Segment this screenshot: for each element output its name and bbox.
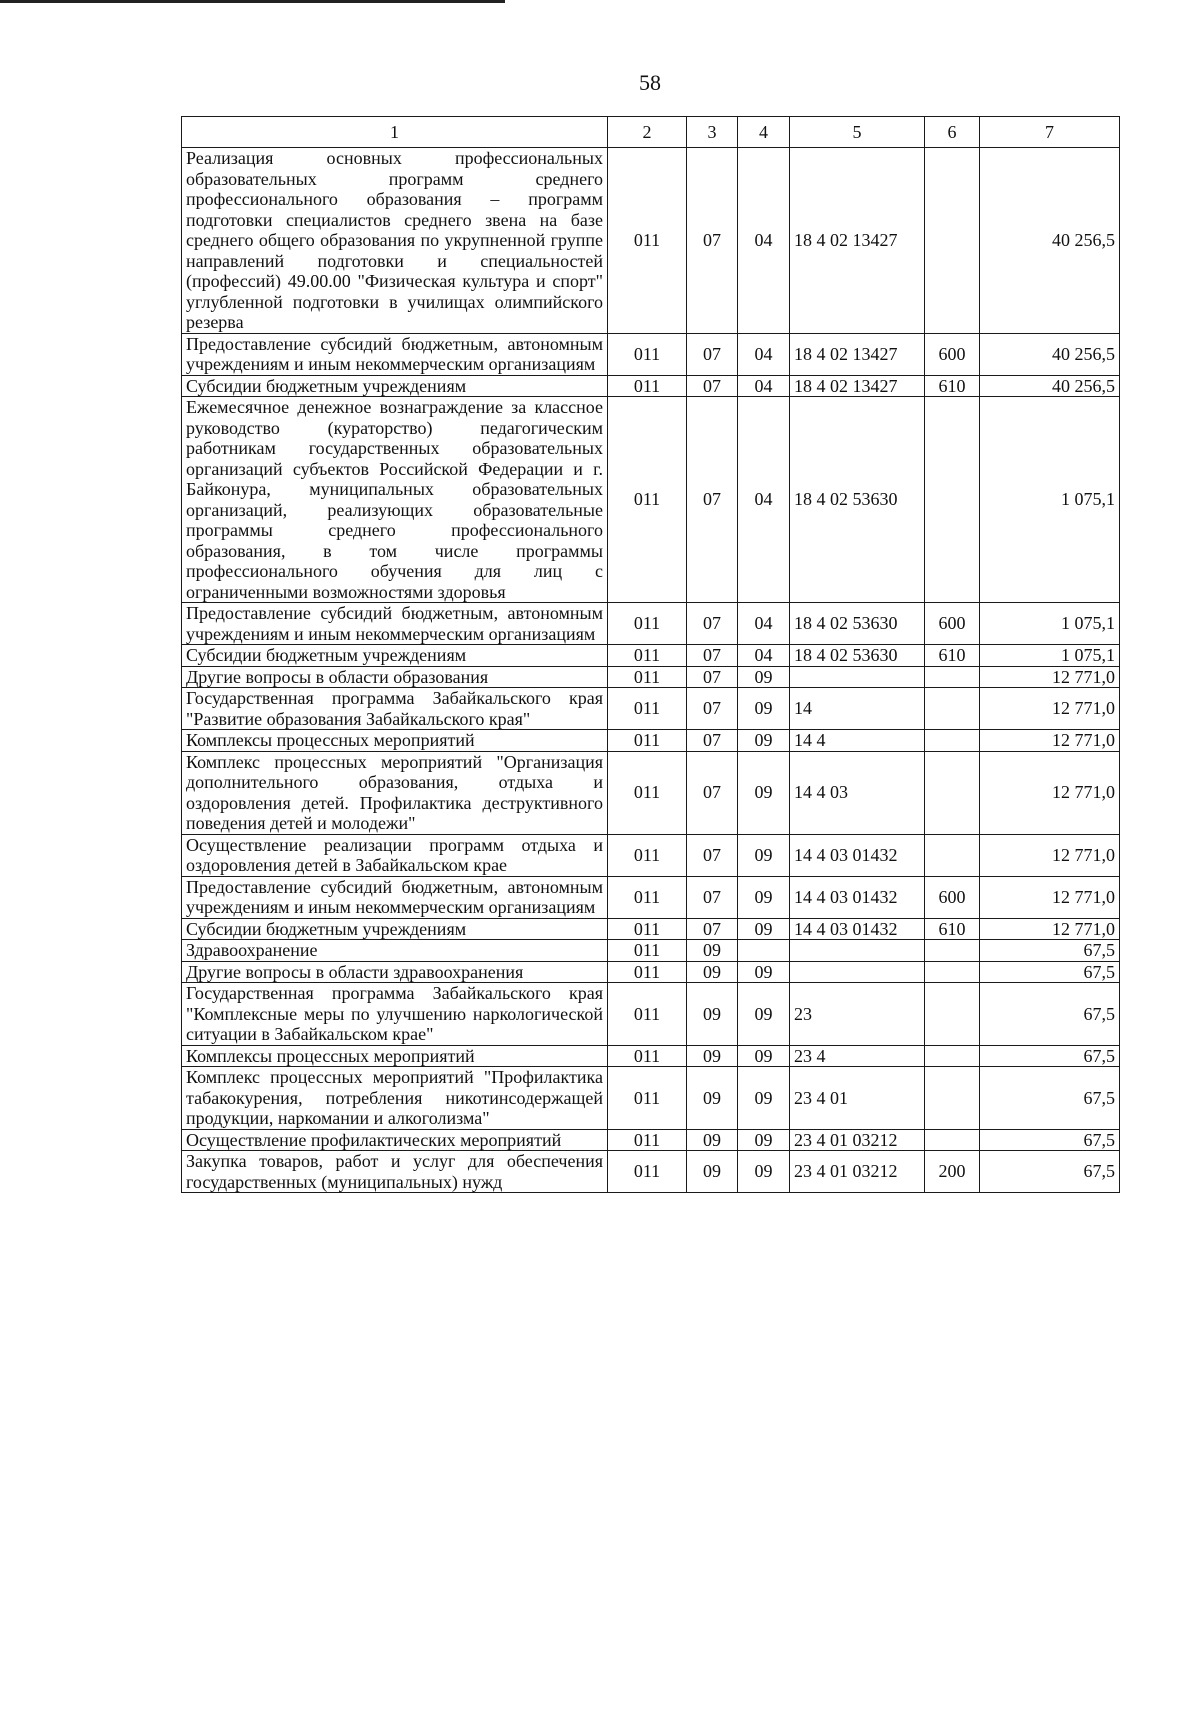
row-target-article: 14 4 [790, 730, 925, 752]
row-subsection [738, 940, 790, 962]
row-expense-type [925, 688, 980, 730]
table-row [182, 918, 1120, 940]
row-name: Субсидии бюджетным учреждениям [182, 645, 608, 667]
row-target-article: 14 4 03 01432 [790, 918, 925, 940]
row-section: 07 [687, 375, 738, 397]
table-row [182, 666, 1120, 688]
row-amount: 12 771,0 [980, 666, 1120, 688]
row-subsection: 04 [738, 148, 790, 334]
row-section: 07 [687, 834, 738, 876]
row-name: Субсидии бюджетным учреждениям [182, 918, 608, 940]
row-admin-code: 011 [608, 375, 687, 397]
row-target-article: 18 4 02 53630 [790, 645, 925, 667]
row-expense-type [925, 397, 980, 603]
table-row [182, 730, 1120, 752]
row-target-article: 18 4 02 13427 [790, 333, 925, 375]
row-section: 07 [687, 876, 738, 918]
row-section: 07 [687, 645, 738, 667]
table-body [182, 148, 1120, 1193]
row-subsection: 09 [738, 688, 790, 730]
row-section: 07 [687, 666, 738, 688]
row-expense-type [925, 834, 980, 876]
row-amount: 67,5 [980, 961, 1120, 983]
row-admin-code: 011 [608, 1151, 687, 1193]
row-section: 07 [687, 688, 738, 730]
row-name: Комплексы процессных мероприятий [182, 1045, 608, 1067]
row-subsection: 04 [738, 603, 790, 645]
row-expense-type: 610 [925, 375, 980, 397]
row-admin-code: 011 [608, 1067, 687, 1130]
row-section: 07 [687, 148, 738, 334]
row-section: 07 [687, 397, 738, 603]
table-row [182, 876, 1120, 918]
row-subsection: 04 [738, 375, 790, 397]
row-amount: 67,5 [980, 1129, 1120, 1151]
row-admin-code: 011 [608, 834, 687, 876]
row-subsection: 09 [738, 918, 790, 940]
row-subsection: 09 [738, 666, 790, 688]
row-target-article: 23 [790, 983, 925, 1046]
row-admin-code: 011 [608, 603, 687, 645]
row-admin-code: 011 [608, 751, 687, 834]
row-name: Комплекс процессных мероприятий "Профилактика табакокурения, потребления никотинсодержащей продукции, наркомании и алкоголизма" [182, 1067, 608, 1130]
row-target-article: 14 4 03 01432 [790, 876, 925, 918]
table-row [182, 961, 1120, 983]
row-expense-type: 600 [925, 603, 980, 645]
row-admin-code: 011 [608, 666, 687, 688]
row-admin-code: 011 [608, 1045, 687, 1067]
row-admin-code: 011 [608, 397, 687, 603]
row-target-article: 23 4 [790, 1045, 925, 1067]
row-name: Осуществление реализации программ отдыха и оздоровления детей в Забайкальском крае [182, 834, 608, 876]
row-section: 09 [687, 1045, 738, 1067]
row-subsection: 09 [738, 876, 790, 918]
table-row [182, 645, 1120, 667]
header-col-1: 1 [182, 117, 608, 148]
row-section: 09 [687, 1151, 738, 1193]
row-admin-code: 011 [608, 876, 687, 918]
row-target-article: 14 [790, 688, 925, 730]
row-subsection: 09 [738, 1067, 790, 1130]
row-admin-code: 011 [608, 333, 687, 375]
row-expense-type [925, 940, 980, 962]
row-subsection: 09 [738, 751, 790, 834]
row-target-article: 18 4 02 13427 [790, 375, 925, 397]
row-amount: 12 771,0 [980, 876, 1120, 918]
row-amount: 67,5 [980, 1045, 1120, 1067]
row-target-article [790, 940, 925, 962]
row-amount: 12 771,0 [980, 730, 1120, 752]
row-admin-code: 011 [608, 918, 687, 940]
row-name: Комплекс процессных мероприятий "Организация дополнительного образования, отдыха и оздоровления детей. Профилактика деструктивного поведения детей и молодежи" [182, 751, 608, 834]
row-subsection: 04 [738, 645, 790, 667]
row-section: 09 [687, 983, 738, 1046]
row-expense-type [925, 1067, 980, 1130]
table-row [182, 1067, 1120, 1130]
row-section: 07 [687, 603, 738, 645]
row-target-article [790, 666, 925, 688]
row-section: 09 [687, 940, 738, 962]
row-name: Комплексы процессных мероприятий [182, 730, 608, 752]
row-subsection: 09 [738, 1129, 790, 1151]
row-name: Государственная программа Забайкальского края "Комплексные меры по улучшению наркологической ситуации в Забайкальском крае" [182, 983, 608, 1046]
row-admin-code: 011 [608, 645, 687, 667]
row-amount: 1 075,1 [980, 397, 1120, 603]
row-expense-type [925, 1045, 980, 1067]
top-scan-rule [0, 0, 505, 3]
row-admin-code: 011 [608, 688, 687, 730]
row-amount: 40 256,5 [980, 375, 1120, 397]
page-number: 58 [639, 70, 661, 95]
table-row [182, 1045, 1120, 1067]
table-row [182, 148, 1120, 334]
row-section: 09 [687, 961, 738, 983]
row-name: Государственная программа Забайкальского края "Развитие образования Забайкальского края" [182, 688, 608, 730]
row-amount: 12 771,0 [980, 834, 1120, 876]
row-expense-type [925, 730, 980, 752]
header-col-5: 5 [790, 117, 925, 148]
table-row [182, 751, 1120, 834]
row-admin-code: 011 [608, 983, 687, 1046]
row-expense-type: 200 [925, 1151, 980, 1193]
row-amount: 67,5 [980, 983, 1120, 1046]
table-row [182, 1129, 1120, 1151]
row-name: Закупка товаров, работ и услуг для обеспечения государственных (муниципальных) нужд [182, 1151, 608, 1193]
row-amount: 12 771,0 [980, 918, 1120, 940]
row-amount: 67,5 [980, 1067, 1120, 1130]
row-subsection: 09 [738, 1151, 790, 1193]
row-target-article [790, 961, 925, 983]
row-amount: 1 075,1 [980, 603, 1120, 645]
row-name: Реализация основных профессиональных образовательных программ среднего профессионального образования – программ подготовки специалистов среднего звена на базе среднего общего образования по укрупненной группе направлений подготовки и специальностей (профессий) 49.00.00 "Физическая культура и спорт" углубленной подготовки в училищах олимпийского резерва [182, 148, 608, 334]
row-target-article: 18 4 02 53630 [790, 397, 925, 603]
row-expense-type [925, 751, 980, 834]
row-name: Здравоохранение [182, 940, 608, 962]
row-name: Осуществление профилактических мероприятий [182, 1129, 608, 1151]
row-name: Предоставление субсидий бюджетным, автономным учреждениям и иным некоммерческим организациям [182, 603, 608, 645]
row-section: 09 [687, 1067, 738, 1130]
row-admin-code: 011 [608, 730, 687, 752]
row-name: Другие вопросы в области образования [182, 666, 608, 688]
row-amount: 12 771,0 [980, 688, 1120, 730]
row-target-article: 18 4 02 53630 [790, 603, 925, 645]
row-section: 07 [687, 751, 738, 834]
row-expense-type: 610 [925, 918, 980, 940]
row-name: Предоставление субсидий бюджетным, автономным учреждениям и иным некоммерческим организациям [182, 333, 608, 375]
row-name: Другие вопросы в области здравоохранения [182, 961, 608, 983]
row-admin-code: 011 [608, 961, 687, 983]
row-admin-code: 011 [608, 1129, 687, 1151]
row-target-article: 23 4 01 03212 [790, 1151, 925, 1193]
row-section: 07 [687, 918, 738, 940]
budget-table [181, 116, 1120, 1193]
row-name: Ежемесячное денежное вознаграждение за классное руководство (кураторство) педагогическим работникам государственных образовательных организаций субъектов Российской Федерации и г. Байконура, муниципальных образовательных организаций, реализующих образовательные программы среднего профессионального образования, в том числе программы профессионального обучения для лиц с ограниченными возможностями здоровья [182, 397, 608, 603]
row-name: Субсидии бюджетным учреждениям [182, 375, 608, 397]
header-col-2: 2 [608, 117, 687, 148]
table-row [182, 397, 1120, 603]
table-row [182, 688, 1120, 730]
row-subsection: 04 [738, 333, 790, 375]
table-row [182, 333, 1120, 375]
row-amount: 12 771,0 [980, 751, 1120, 834]
row-section: 09 [687, 1129, 738, 1151]
row-target-article: 18 4 02 13427 [790, 148, 925, 334]
row-expense-type [925, 148, 980, 334]
table-header-row [182, 117, 1120, 148]
row-admin-code: 011 [608, 940, 687, 962]
row-expense-type [925, 983, 980, 1046]
row-amount: 1 075,1 [980, 645, 1120, 667]
row-target-article: 23 4 01 03212 [790, 1129, 925, 1151]
row-section: 07 [687, 730, 738, 752]
row-expense-type [925, 1129, 980, 1151]
row-expense-type [925, 961, 980, 983]
row-subsection: 09 [738, 1045, 790, 1067]
header-col-6: 6 [925, 117, 980, 148]
row-expense-type: 610 [925, 645, 980, 667]
header-col-4: 4 [738, 117, 790, 148]
row-expense-type: 600 [925, 333, 980, 375]
row-subsection: 09 [738, 730, 790, 752]
row-admin-code: 011 [608, 148, 687, 334]
row-amount: 40 256,5 [980, 148, 1120, 334]
row-target-article: 23 4 01 [790, 1067, 925, 1130]
row-target-article: 14 4 03 [790, 751, 925, 834]
row-section: 07 [687, 333, 738, 375]
table-row [182, 603, 1120, 645]
table-row [182, 834, 1120, 876]
row-expense-type: 600 [925, 876, 980, 918]
row-amount: 67,5 [980, 940, 1120, 962]
header-col-3: 3 [687, 117, 738, 148]
row-expense-type [925, 666, 980, 688]
row-name: Предоставление субсидий бюджетным, автономным учреждениям и иным некоммерческим организациям [182, 876, 608, 918]
header-col-7: 7 [980, 117, 1120, 148]
table-row [182, 983, 1120, 1046]
row-subsection: 09 [738, 961, 790, 983]
table-row [182, 375, 1120, 397]
row-target-article: 14 4 03 01432 [790, 834, 925, 876]
table-row [182, 940, 1120, 962]
row-amount: 40 256,5 [980, 333, 1120, 375]
table-row [182, 1151, 1120, 1193]
row-subsection: 09 [738, 983, 790, 1046]
row-subsection: 04 [738, 397, 790, 603]
row-subsection: 09 [738, 834, 790, 876]
row-amount: 67,5 [980, 1151, 1120, 1193]
